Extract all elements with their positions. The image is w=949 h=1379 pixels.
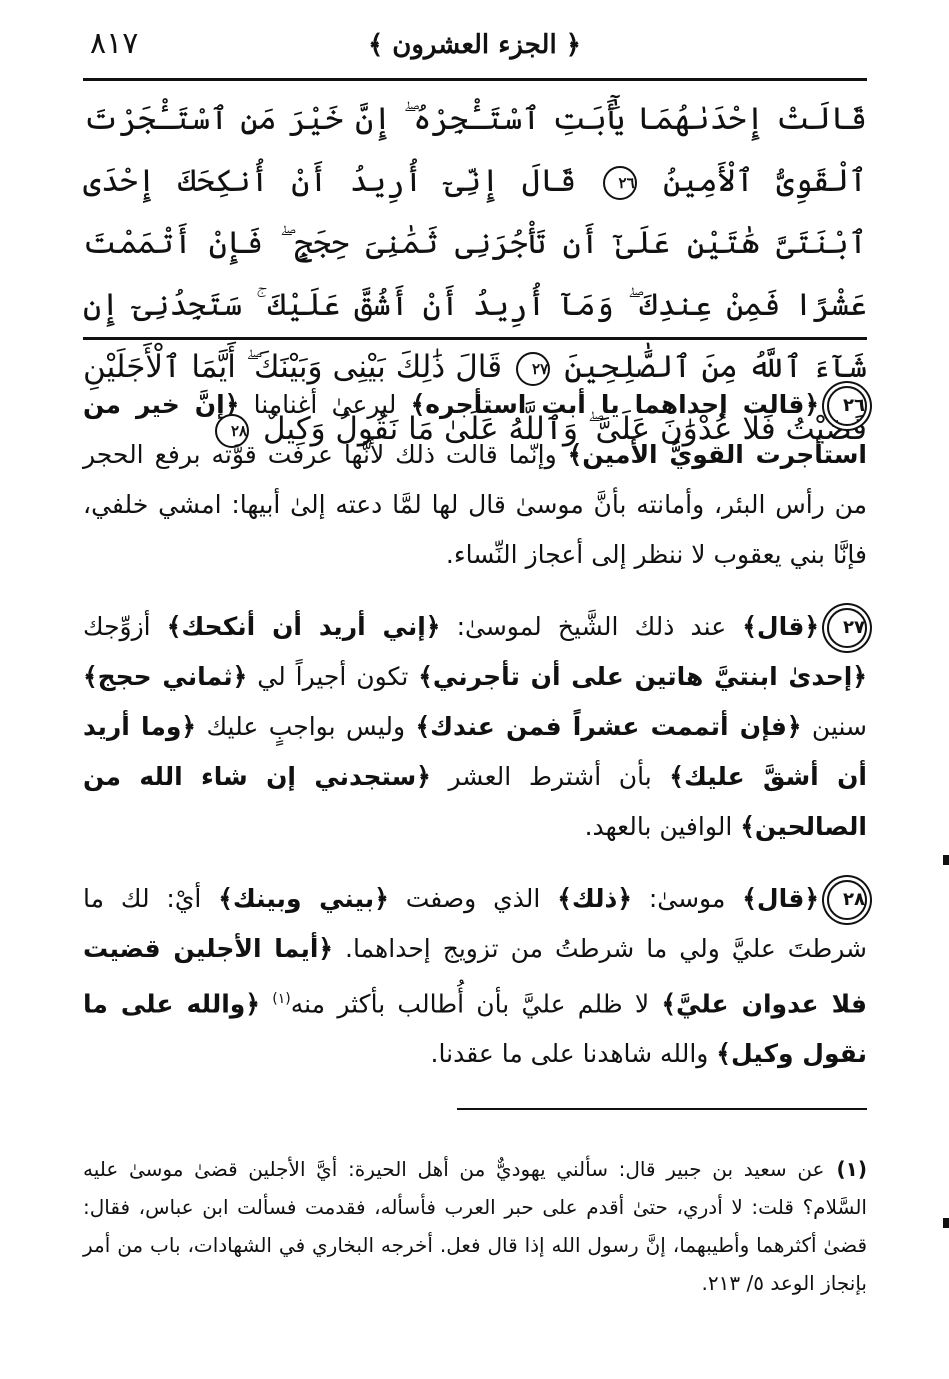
scan-edge-mark — [943, 1218, 949, 1228]
quote: ﴿ستجدني إن شاء الله من الصالحين﴾ — [83, 762, 867, 841]
verse-number-28: ٢٨ — [215, 414, 249, 448]
text: الذي وصفت — [388, 884, 558, 913]
text: وليس بواجبٍ عليك — [196, 712, 416, 741]
footnote — [83, 1150, 867, 1302]
verse-badge-28: ٢٨ — [827, 880, 867, 920]
commentary-paragraph-28 — [83, 874, 867, 1079]
text: وإنّما قالت ذلك لأنَّها عرفت قوَّته برفع الحجر من رأس البئر، وأمانته بأنَّ موسىٰ قال لها لمَّا دعته إلىٰ أبيها: امشي خلفي، فإنَّا بني يعقوب لا ننظر إلى أعجاز النِّساء. — [83, 440, 867, 569]
verse-number-26: ٢٦ — [603, 166, 637, 200]
header-rule — [83, 78, 867, 81]
quran-line-3b: قَالَ ذَٰلِكَ بَيْنِى — [332, 349, 503, 385]
quran-line-3: وَمَآ أُرِيدُ أَنْ أَشُقَّ عَلَيْكَ ۚ سَتَجِدُنِىٓ إِن شَآءَ ٱللَّهُ مِنَ ٱلصَّٰلِحِينَ — [83, 287, 867, 385]
quote: ﴿أيما الأجلين قضيت فلا عدوان عليَّ﴾ — [83, 934, 867, 1019]
footnote-reference[interactable]: (١) — [272, 991, 291, 1007]
scan-edge-mark — [943, 855, 949, 865]
text: تكون أجيراً لي — [247, 662, 419, 691]
footnote-mark: (١) — [836, 1157, 867, 1181]
quote: ﴿قال﴾ — [742, 884, 819, 913]
quote: ﴿ذلك﴾ — [557, 884, 632, 913]
section-rule — [83, 337, 867, 340]
page-number: ٨١٧ — [90, 26, 139, 61]
footnote-text: عن سعيد بن جبير قال: سألني يهوديٌّ من أهل الحيرة: أيَّ الأجلين قضىٰ موسىٰ عليه السَّلام؟ قلت: لا أدري، حتىٰ أقدم على حبر العرب فأسأله، فقدمت فسألت ابن عباس، فقال: قضىٰ أكثرهما وأطيبهما، إنَّ رسول الله إذا قال فعل. أخرجه البخاري في الشهادات، باب من أمر بإنجاز الوعد ٥/ ٢١٣. — [83, 1157, 867, 1295]
commentary — [83, 380, 867, 1101]
verse-badge-26: ٢٦ — [827, 386, 867, 426]
text: سنين — [801, 712, 867, 741]
text: بأن أشترط العشر — [430, 762, 670, 791]
page-header — [80, 22, 869, 72]
quote: ﴿بيني وبينك﴾ — [218, 884, 389, 913]
text: والله شاهدنا على ما عقدنا. — [430, 1039, 717, 1069]
text: ليرعىٰ أغنامنا — [239, 390, 411, 419]
text: أزوِّجك — [83, 612, 167, 641]
quran-line-1: قَالَتْ إِحْدَىٰهُمَا يَٰٓأَبَتِ ٱسْتَـْٔجِرْهُ ۖ إِنَّ خَيْرَ مَنِ ٱسْتَـْٔجَرْتَ ٱلْقَوِىُّ ٱلْأَمِينُ — [83, 101, 868, 199]
text: عند ذلك الشَّيخ لموسىٰ: — [440, 612, 743, 641]
verse-badge-27: ٢٧ — [827, 608, 867, 648]
part-title: ﴿ الجزء العشرون ﴾ — [367, 30, 581, 60]
quote: ﴿ثماني حجج﴾ — [83, 662, 248, 691]
text: موسىٰ: — [631, 884, 743, 913]
commentary-paragraph-27 — [83, 602, 867, 852]
text — [260, 989, 272, 1018]
quran-line-4: وَبَيْنَكَ ۖ أَيَّمَا ٱلْأَجَلَيْنِ قَضَيْتُ فَلَا عُدْوَٰنَ عَلَىَّ ۖ وَٱللَّهُ عَلَىٰ مَا نَقُولُ وَكِيلٌ — [83, 349, 867, 447]
quote: ﴿إني أريد أن أنكحك﴾ — [166, 612, 441, 641]
quran-line-2: أُنكِحَكَ إِحْدَى ٱبْنَتَىَّ هَٰتَيْنِ عَلَىٰٓ أَن تَأْجُرَنِى ثَمَٰنِىَ حِجَجٍ ۖ فَإِنْ أَتْمَمْتَ عَشْرًا فَمِنْ عِندِكَ ۖ — [83, 163, 868, 323]
text: الوافين بالعهد. — [584, 812, 741, 841]
quran-line-1b: قَالَ إِنِّىٓ أُرِيدُ أَنْ — [291, 163, 577, 199]
quote: ﴿فإن أتممت عشراً فمن عندك﴾ — [415, 712, 802, 741]
quote: ﴿وما أريد أن أشقَّ عليك﴾ — [83, 712, 867, 791]
quote: ﴿إنَّ خير من استأجرت القويُّ الأمين﴾ — [83, 390, 868, 469]
quote: ﴿قال﴾ — [742, 612, 819, 641]
text: لا ظلم عليَّ بأن أُطالب بأكثر منه — [290, 989, 662, 1019]
quote: ﴿إحدىٰ ابنتيَّ هاتين على أن تأجرني﴾ — [418, 662, 868, 691]
text: أيْ: لك ما شرطتَ عليَّ ولي ما شرطتُ من تزويج إحداهما. — [83, 884, 867, 963]
verse-number-27: ٢٧ — [516, 352, 550, 386]
footnote-rule — [457, 1108, 867, 1110]
commentary-paragraph-26 — [83, 380, 867, 580]
quote: ﴿قالت إحداهما يا أبت استأجره﴾ — [410, 390, 819, 419]
quote: ﴿والله على ما نقول وكيل﴾ — [83, 989, 867, 1069]
